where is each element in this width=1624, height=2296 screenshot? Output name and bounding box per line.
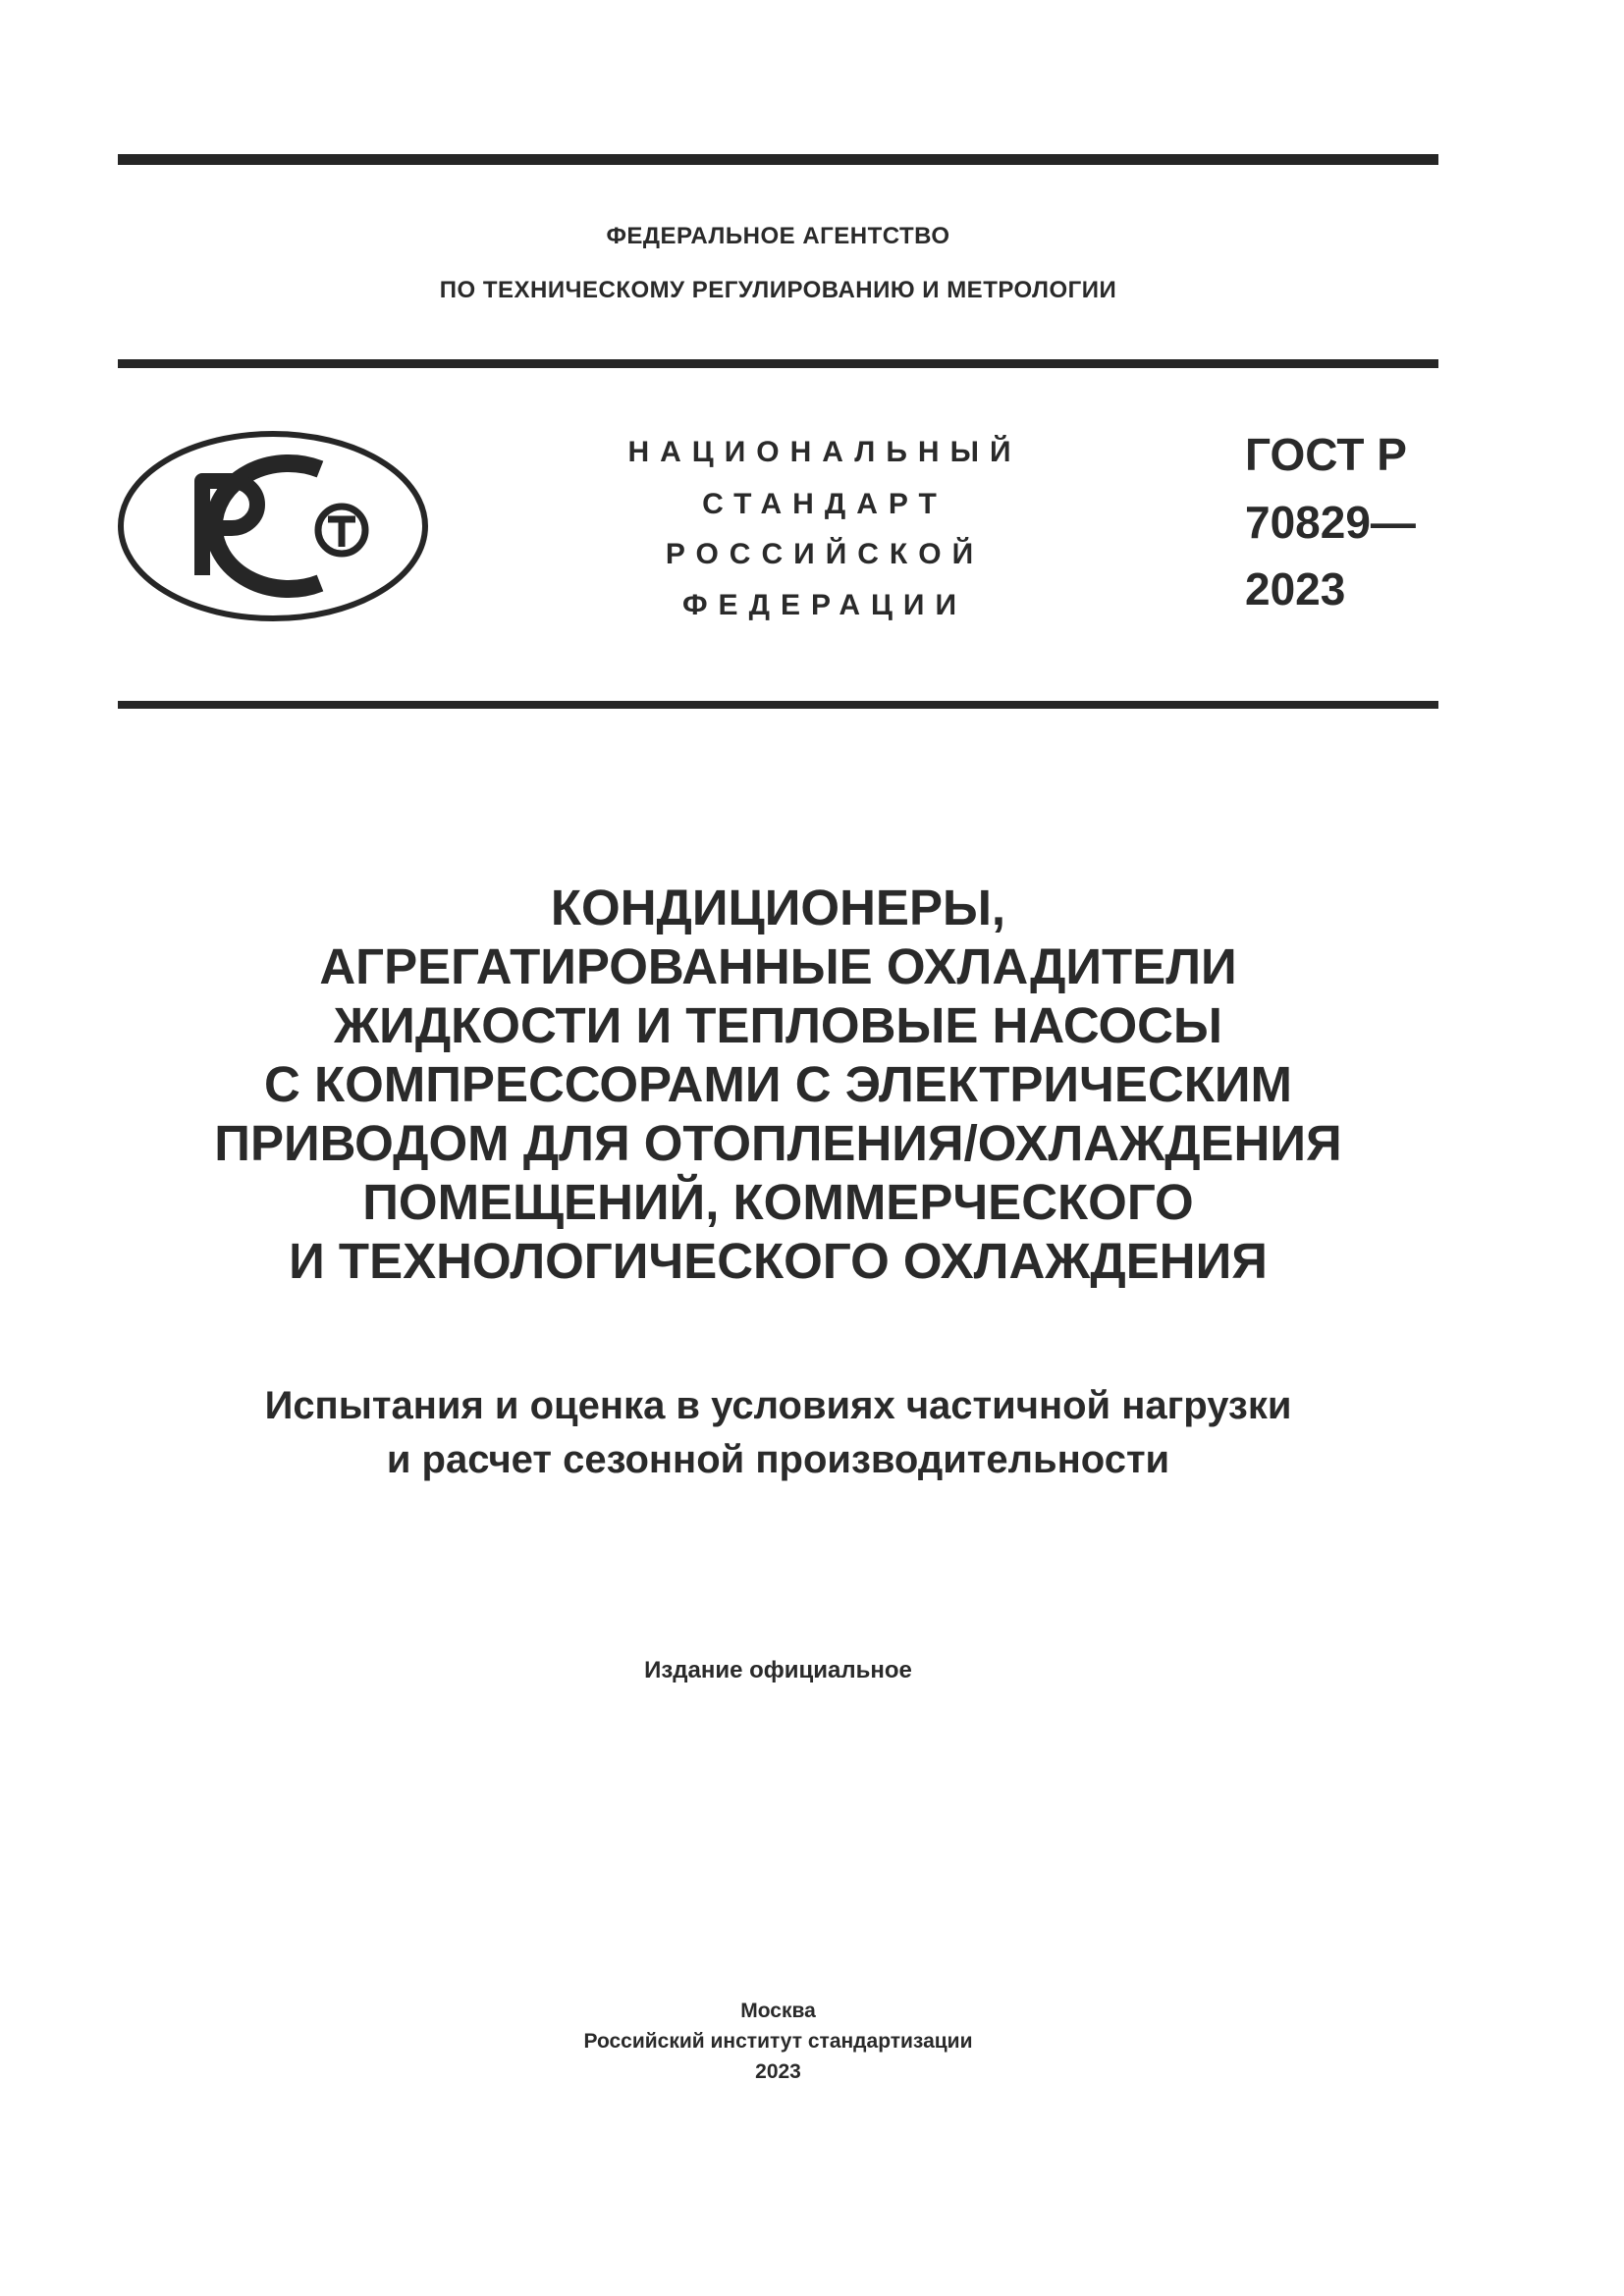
document-title bbox=[118, 879, 1438, 1291]
title-line: С КОМПРЕССОРАМИ С ЭЛЕКТРИЧЕСКИМ bbox=[263, 1056, 1293, 1112]
title-line: ЖИДКОСТИ И ТЕПЛОВЫЕ НАСОСЫ bbox=[334, 997, 1222, 1053]
standard-type-line-1: НАЦИОНАЛЬНЫЙ bbox=[627, 436, 1022, 468]
header-rule bbox=[118, 359, 1438, 368]
edition-label: Издание официальное bbox=[644, 1657, 912, 1683]
standard-type-line-4: ФЕДЕРАЦИИ bbox=[681, 589, 968, 621]
rst-emblem-icon bbox=[116, 428, 430, 624]
imprint bbox=[118, 1996, 1438, 2087]
designation-line-1: ГОСТ Р bbox=[1245, 429, 1407, 480]
imprint-publisher: Российский институт стандартизации bbox=[583, 2030, 973, 2053]
title-line: КОНДИЦИОНЕРЫ, bbox=[550, 880, 1006, 935]
title-line: АГРЕГАТИРОВАННЫЕ ОХЛАДИТЕЛИ bbox=[319, 938, 1237, 994]
document-subtitle bbox=[118, 1379, 1438, 1487]
agency-name-line-1: ФЕДЕРАЛЬНОЕ АГЕНТСТВО bbox=[606, 223, 950, 249]
imprint-city: Москва bbox=[740, 2000, 816, 2022]
title-line: ПОМЕЩЕНИЙ, КОММЕРЧЕСКОГО bbox=[362, 1174, 1194, 1230]
title-line: ПРИВОДОМ ДЛЯ ОТОПЛЕНИЯ/ОХЛАЖДЕНИЯ bbox=[214, 1115, 1342, 1171]
top-rule bbox=[118, 154, 1438, 165]
standard-type-line-2: СТАНДАРТ bbox=[702, 488, 947, 520]
designation-line-2: 70829— bbox=[1245, 497, 1416, 548]
title-block-rule bbox=[118, 701, 1438, 709]
standard-type-line-3: РОССИЙСКОЙ bbox=[665, 538, 985, 570]
title-line: И ТЕХНОЛОГИЧЕСКОГО ОХЛАЖДЕНИЯ bbox=[289, 1233, 1268, 1289]
subtitle-line: Испытания и оценка в условиях частичной нагрузки bbox=[264, 1384, 1292, 1427]
imprint-year: 2023 bbox=[755, 2060, 801, 2083]
subtitle-line: и расчет сезонной производительности bbox=[386, 1438, 1170, 1481]
designation-line-3: 2023 bbox=[1245, 563, 1346, 614]
agency-name-line-2: ПО ТЕХНИЧЕСКОМУ РЕГУЛИРОВАНИЮ И МЕТРОЛОГИИ bbox=[439, 277, 1117, 303]
